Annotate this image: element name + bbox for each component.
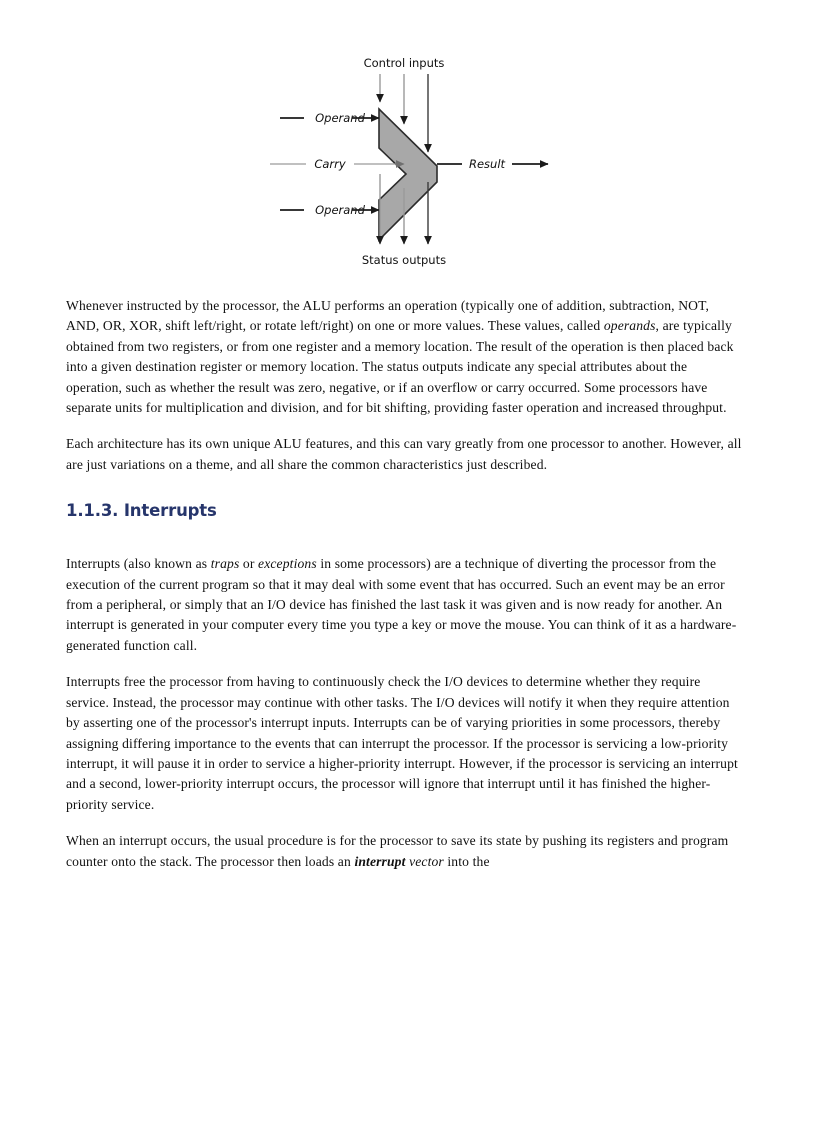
- label-operand-top: Operand: [315, 111, 365, 125]
- label-status-outputs: Status outputs: [361, 253, 447, 267]
- paragraph-alu-architecture: Each architecture has its own unique ALU features, and this can vary greatly from one processor to another. However, all are just variations on a theme, and all share the common characteristics just described.: [66, 436, 742, 472]
- int-para3-vector-italic: vector: [409, 853, 444, 869]
- alu-para-operands-italic: operands: [603, 318, 656, 334]
- document-content: [66, 296, 742, 872]
- label-control-inputs: Control inputs: [363, 56, 445, 70]
- int-para3-interrupt-bolditalic: interrupt: [354, 853, 406, 869]
- int-para3-part3: into the: [443, 853, 490, 869]
- int-para1-exceptions-italic: exceptions: [258, 556, 317, 572]
- paragraph-interrupts-priorities: Interrupts free the processor from having to continuously check the I/O devices to determine whether they require service. Instead, the processor may continue with other tasks. The I/O devices will notify it when they require attention by asserting one of the processor's interrupt inputs. Interrupts can be of varying priorities in some processors, thereby assigning differing importance to the events that can interrupt the processor. If the processor is servicing a low-priority interrupt, it will pause it in order to service a higher-priority interrupt. However, if the processor is servicing an interrupt and a second, lower-priority interrupt occurs, the processor will ignore that interrupt until it has finished the higher-priority service.: [66, 674, 738, 812]
- label-carry: Carry: [314, 157, 346, 171]
- alu-para-part2: , are typically obtained from two registers, or from one register and a memory location. The result of the operation is then placed back into a given destination register or memory location. The status outputs indicate any special attributes about the operation, such as whether the result was zero, negative, or if an overflow or carry occurred. Some processors have separate units for multiplication and division, and for bit shifting, providing faster operation and increased throughput.: [66, 318, 734, 416]
- int-para3-part1: When an interrupt occurs, the usual procedure is for the processor to save its state by pushing its registers and program counter onto the stack. The processor then loads an: [66, 833, 729, 869]
- alu-block-diagram: [0, 48, 816, 278]
- int-para1-part3: in some processors) are a technique of diverting the processor from the execution of the current program so that it may deal with some event that has occurred. Such an event may be an error from a peripheral, or simply that an I/O device has finished the last task it was given and is now ready for another. An interrupt is generated in your computer every time you type a key or move the mouse. You can think of it as a hardware-generated function call.: [66, 556, 737, 653]
- paragraph-interrupts-definition: [66, 554, 742, 656]
- alu-para-part1: Whenever instructed by the processor, the ALU performs an operation (typically one of addition, subtraction, NOT, AND, OR, XOR, shift left/right, or rotate left/right) on one or more values. These values, called: [66, 298, 710, 334]
- int-para1-part1: Interrupts (also known as: [66, 556, 211, 572]
- paragraph-alu-operation: [66, 296, 742, 418]
- int-para1-traps-italic: traps: [210, 556, 240, 572]
- label-operand-bottom: Operand: [315, 203, 365, 217]
- paragraph-interrupts-vector: [66, 831, 742, 872]
- int-para1-part2: or: [239, 556, 259, 572]
- section-heading-interrupts: 1.1.3. Interrupts: [66, 501, 217, 521]
- label-result: Result: [468, 157, 506, 171]
